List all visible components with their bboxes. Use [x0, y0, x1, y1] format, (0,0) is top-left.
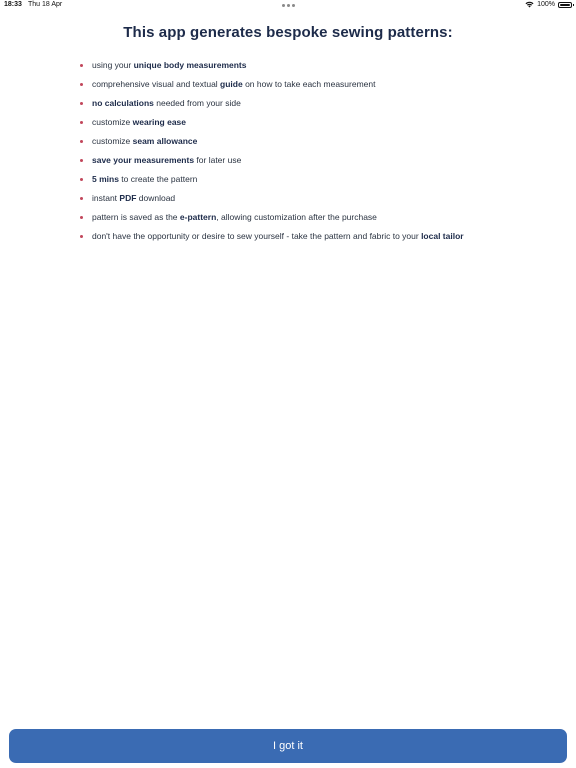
feature-text: needed from your side — [153, 98, 241, 108]
feature-highlight: guide — [220, 79, 243, 89]
status-bar — [0, 0, 576, 12]
bullet-icon — [80, 159, 83, 162]
feature-text: download — [136, 193, 176, 203]
bullet-icon — [80, 197, 83, 200]
feature-text: comprehensive visual and textual — [92, 79, 221, 89]
feature-text: on how to take each measurement — [242, 79, 376, 89]
status-time: 18:33 — [4, 1, 22, 8]
page-title: This app generates bespoke sewing patterns: — [123, 24, 453, 41]
feature-text: using your — [92, 60, 134, 70]
feature-highlight: no calculations — [92, 98, 154, 108]
feature-item — [79, 113, 556, 132]
bullet-icon — [80, 102, 83, 105]
status-indicators — [525, 1, 572, 8]
bullet-icon — [80, 235, 83, 238]
feature-highlight: PDF — [119, 193, 137, 203]
feature-text: don't have the opportunity or desire to sew yourself - take the pattern and fabric to your — [92, 231, 422, 241]
feature-highlight: save your measurements — [92, 155, 195, 165]
bullet-icon — [80, 140, 83, 143]
battery-icon — [558, 2, 572, 8]
feature-item — [79, 94, 556, 113]
feature-text: for later use — [194, 155, 242, 165]
feature-highlight: seam allowance — [132, 136, 198, 146]
feature-item — [79, 75, 556, 94]
feature-item — [79, 132, 556, 151]
feature-highlight: 5 mins — [92, 174, 119, 184]
bullet-icon — [80, 64, 83, 67]
feature-highlight: unique body measurements — [133, 60, 247, 70]
got-it-button[interactable]: I got it — [9, 729, 567, 763]
feature-item — [79, 151, 556, 170]
status-date: Thu 18 Apr — [28, 1, 63, 8]
feature-list — [79, 56, 556, 246]
bullet-icon — [80, 178, 83, 181]
bullet-icon — [80, 121, 83, 124]
feature-item — [79, 227, 556, 246]
wifi-icon — [525, 1, 534, 8]
feature-highlight: e-pattern — [179, 212, 217, 222]
feature-text: customize — [92, 117, 133, 127]
feature-item — [79, 56, 556, 75]
feature-text: customize — [92, 136, 133, 146]
feature-text: pattern is saved as the — [92, 212, 180, 222]
feature-text: , allowing customization after the purchase — [216, 212, 377, 222]
bullet-icon — [80, 216, 83, 219]
bullet-icon — [80, 83, 83, 86]
feature-item — [79, 189, 556, 208]
feature-item — [79, 170, 556, 189]
feature-text: to create the pattern — [118, 174, 198, 184]
feature-highlight: local tailor — [421, 231, 464, 241]
battery-percentage: 100% — [537, 1, 555, 8]
feature-text: instant — [92, 193, 120, 203]
multitasking-dots-icon[interactable] — [282, 4, 295, 7]
feature-item — [79, 208, 556, 227]
feature-highlight: wearing ease — [132, 117, 187, 127]
